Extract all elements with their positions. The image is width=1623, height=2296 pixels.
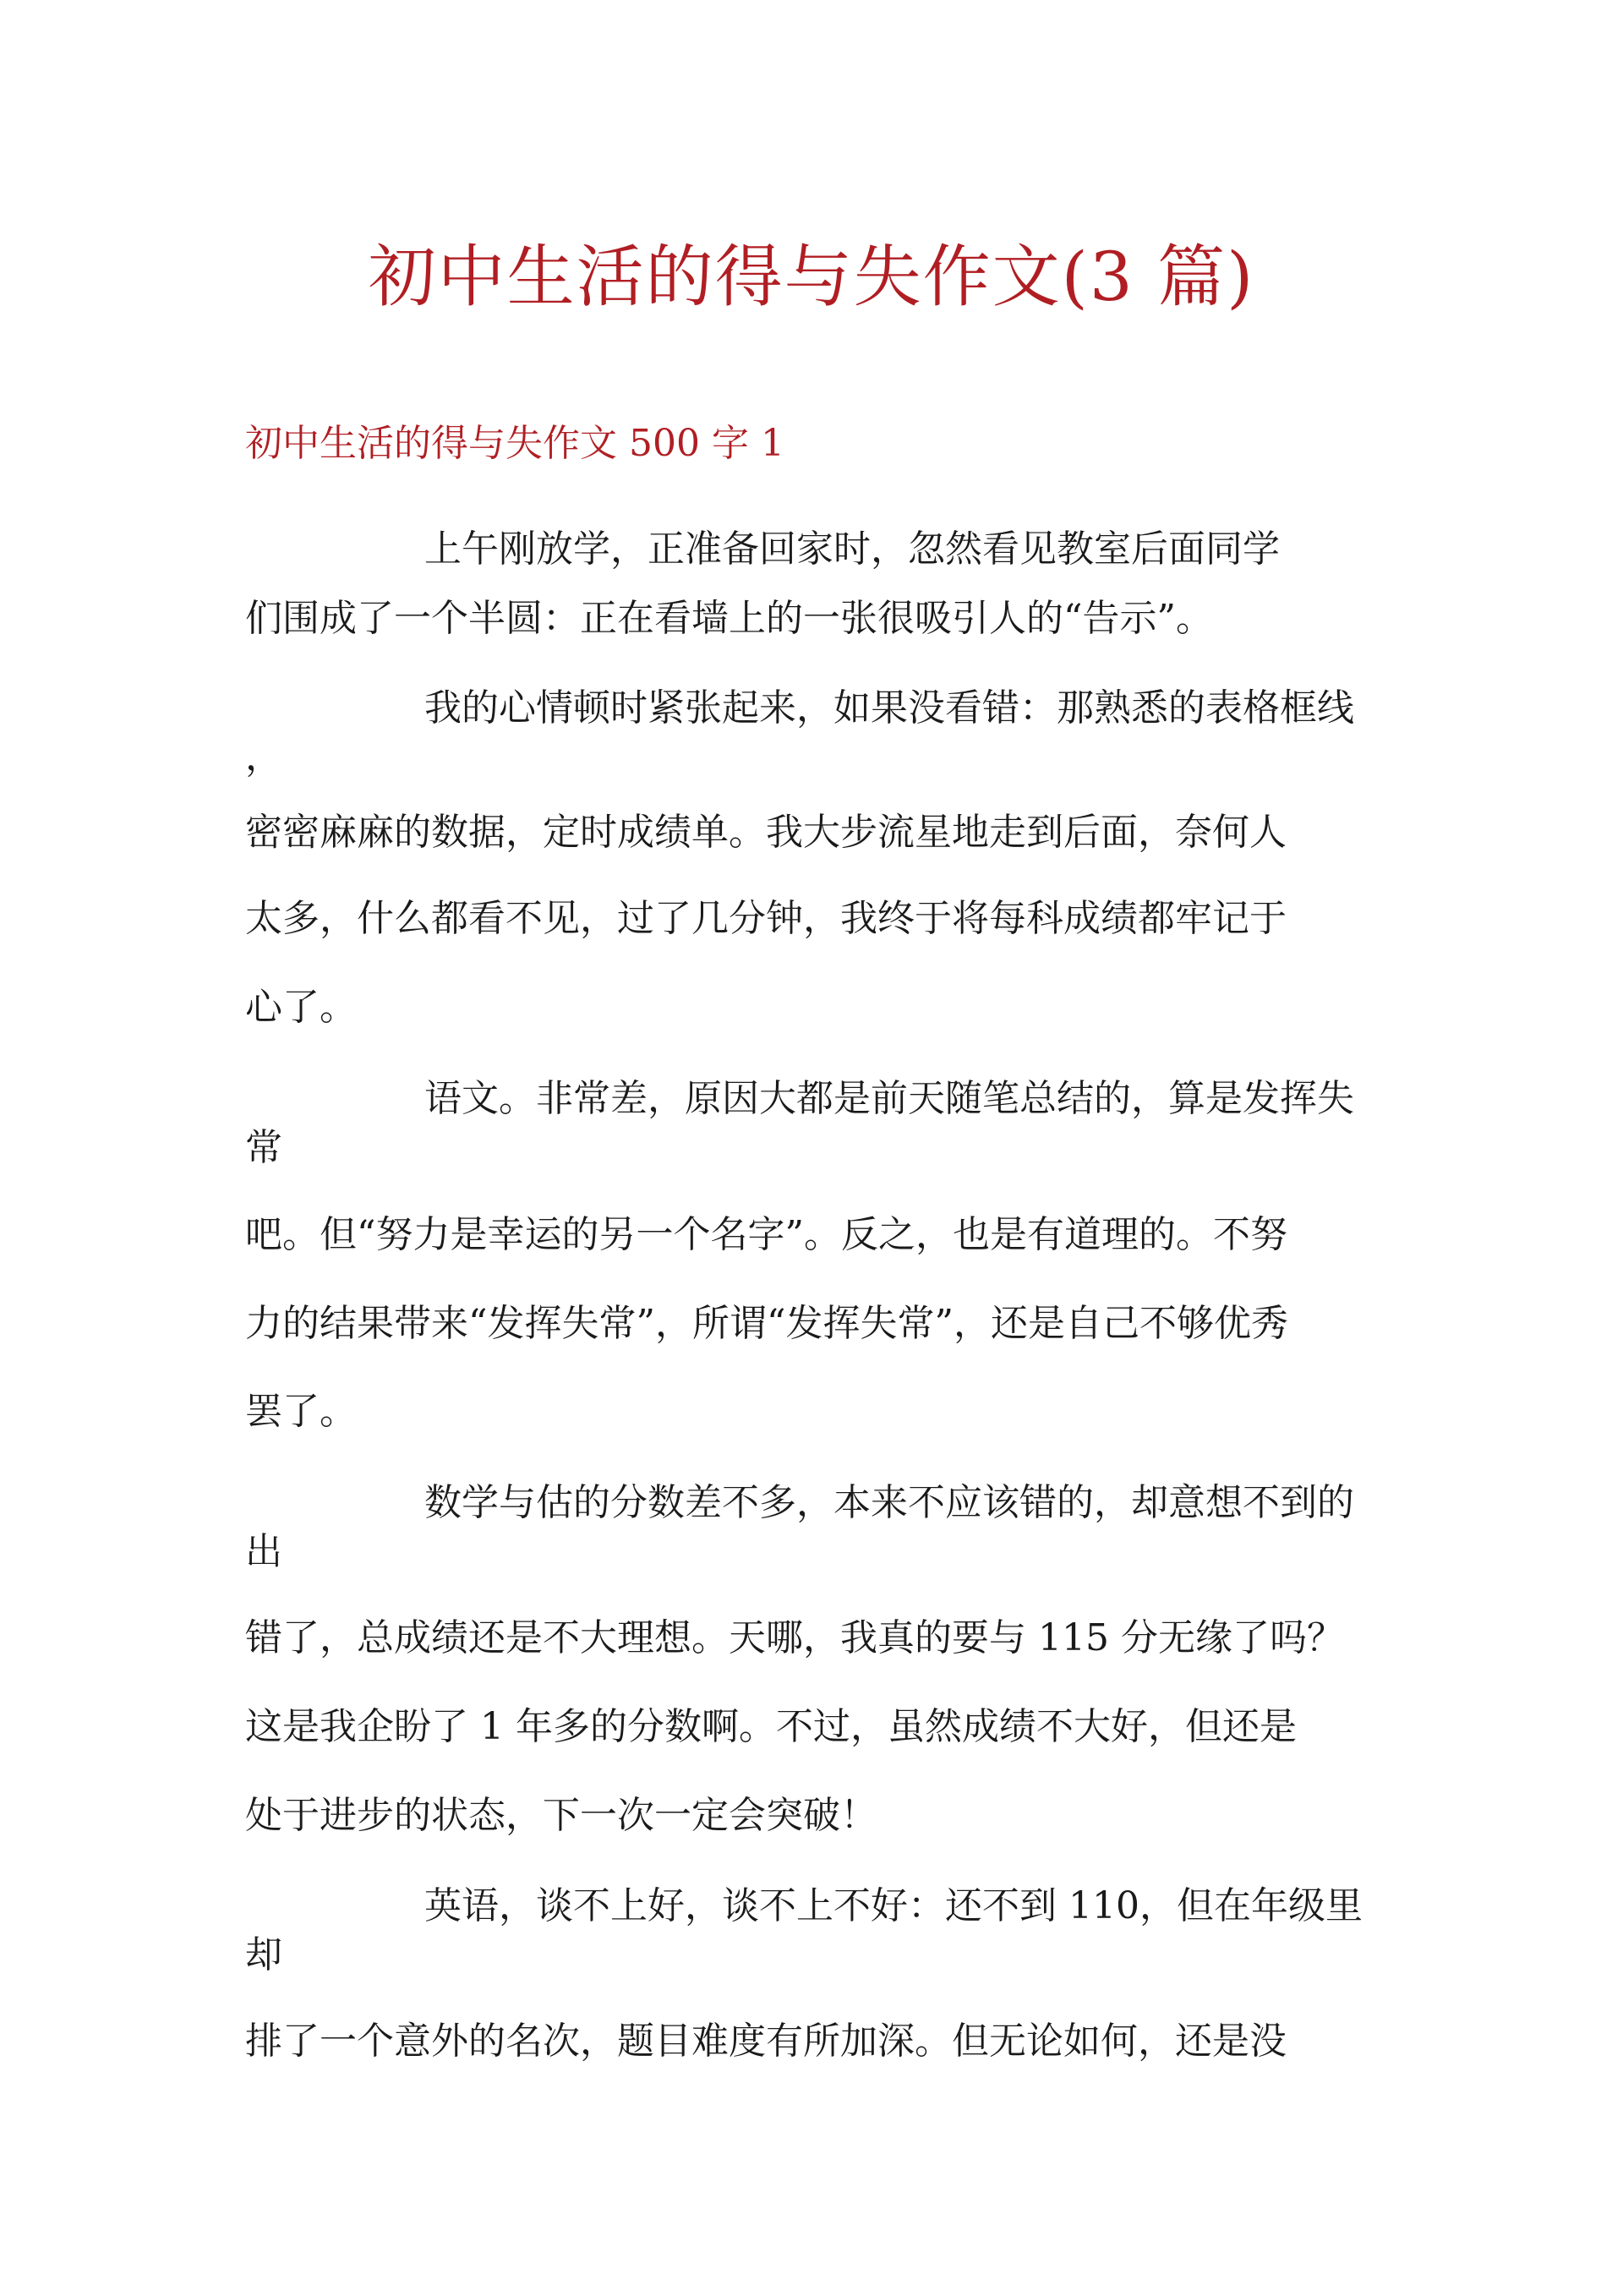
section-heading: 初中生活的得与失作文 500 字 1 <box>245 422 784 465</box>
text-line: 英语，谈不上好，谈不上不好：还不到 110，但在年级里 <box>424 1884 1363 1927</box>
page-title: 初中生活的得与失作文(3 篇) <box>368 238 1255 316</box>
text-line: 太多，什么都看不见，过了几分钟，我终于将每科成绩都牢记于 <box>245 897 1287 940</box>
text-line: 常 <box>245 1126 282 1169</box>
text-line: 错了，总成绩还是不大理想。天哪，我真的要与 115 分无缘了吗？ <box>245 1616 1344 1659</box>
text-line: 排了一个意外的名次，题目难度有所加深。但无论如何，还是没 <box>245 2020 1287 2063</box>
text-line: 处于进步的状态，下一次一定会突破！ <box>245 1794 877 1837</box>
text-line: 力的结果带来“发挥失常”，所谓“发挥失常”，还是自己不够优秀 <box>245 1302 1288 1345</box>
text-line: 密密麻麻的数据，定时成绩单。我大步流星地走到后面，奈何人 <box>245 811 1287 854</box>
text-line: 上午刚放学，正准备回家时，忽然看见教室后面同学 <box>424 528 1280 571</box>
text-line: 我的心情顿时紧张起来，如果没看错：那熟悉的表格框线 <box>424 686 1354 730</box>
text-line: 们围成了一个半圆：正在看墙上的一张很吸引人的“告示”。 <box>245 597 1213 640</box>
text-line: 语文。非常差，原因大都是前天随笔总结的，算是发挥失 <box>424 1077 1354 1120</box>
text-line: 这是我企盼了 1 年多的分数啊。不过，虽然成绩不大好，但还是 <box>245 1705 1297 1748</box>
text-line: ， <box>245 735 282 779</box>
text-line: 数学与估的分数差不多，本来不应该错的，却意想不到的 <box>424 1481 1354 1524</box>
text-line: 罢了。 <box>245 1390 357 1433</box>
text-line: 心了。 <box>245 986 357 1029</box>
text-line: 出 <box>245 1530 282 1573</box>
text-line: 却 <box>245 1933 282 1976</box>
text-line: 吧。但“努力是幸运的另一个名字”。反之，也是有道理的。不努 <box>245 1213 1287 1256</box>
